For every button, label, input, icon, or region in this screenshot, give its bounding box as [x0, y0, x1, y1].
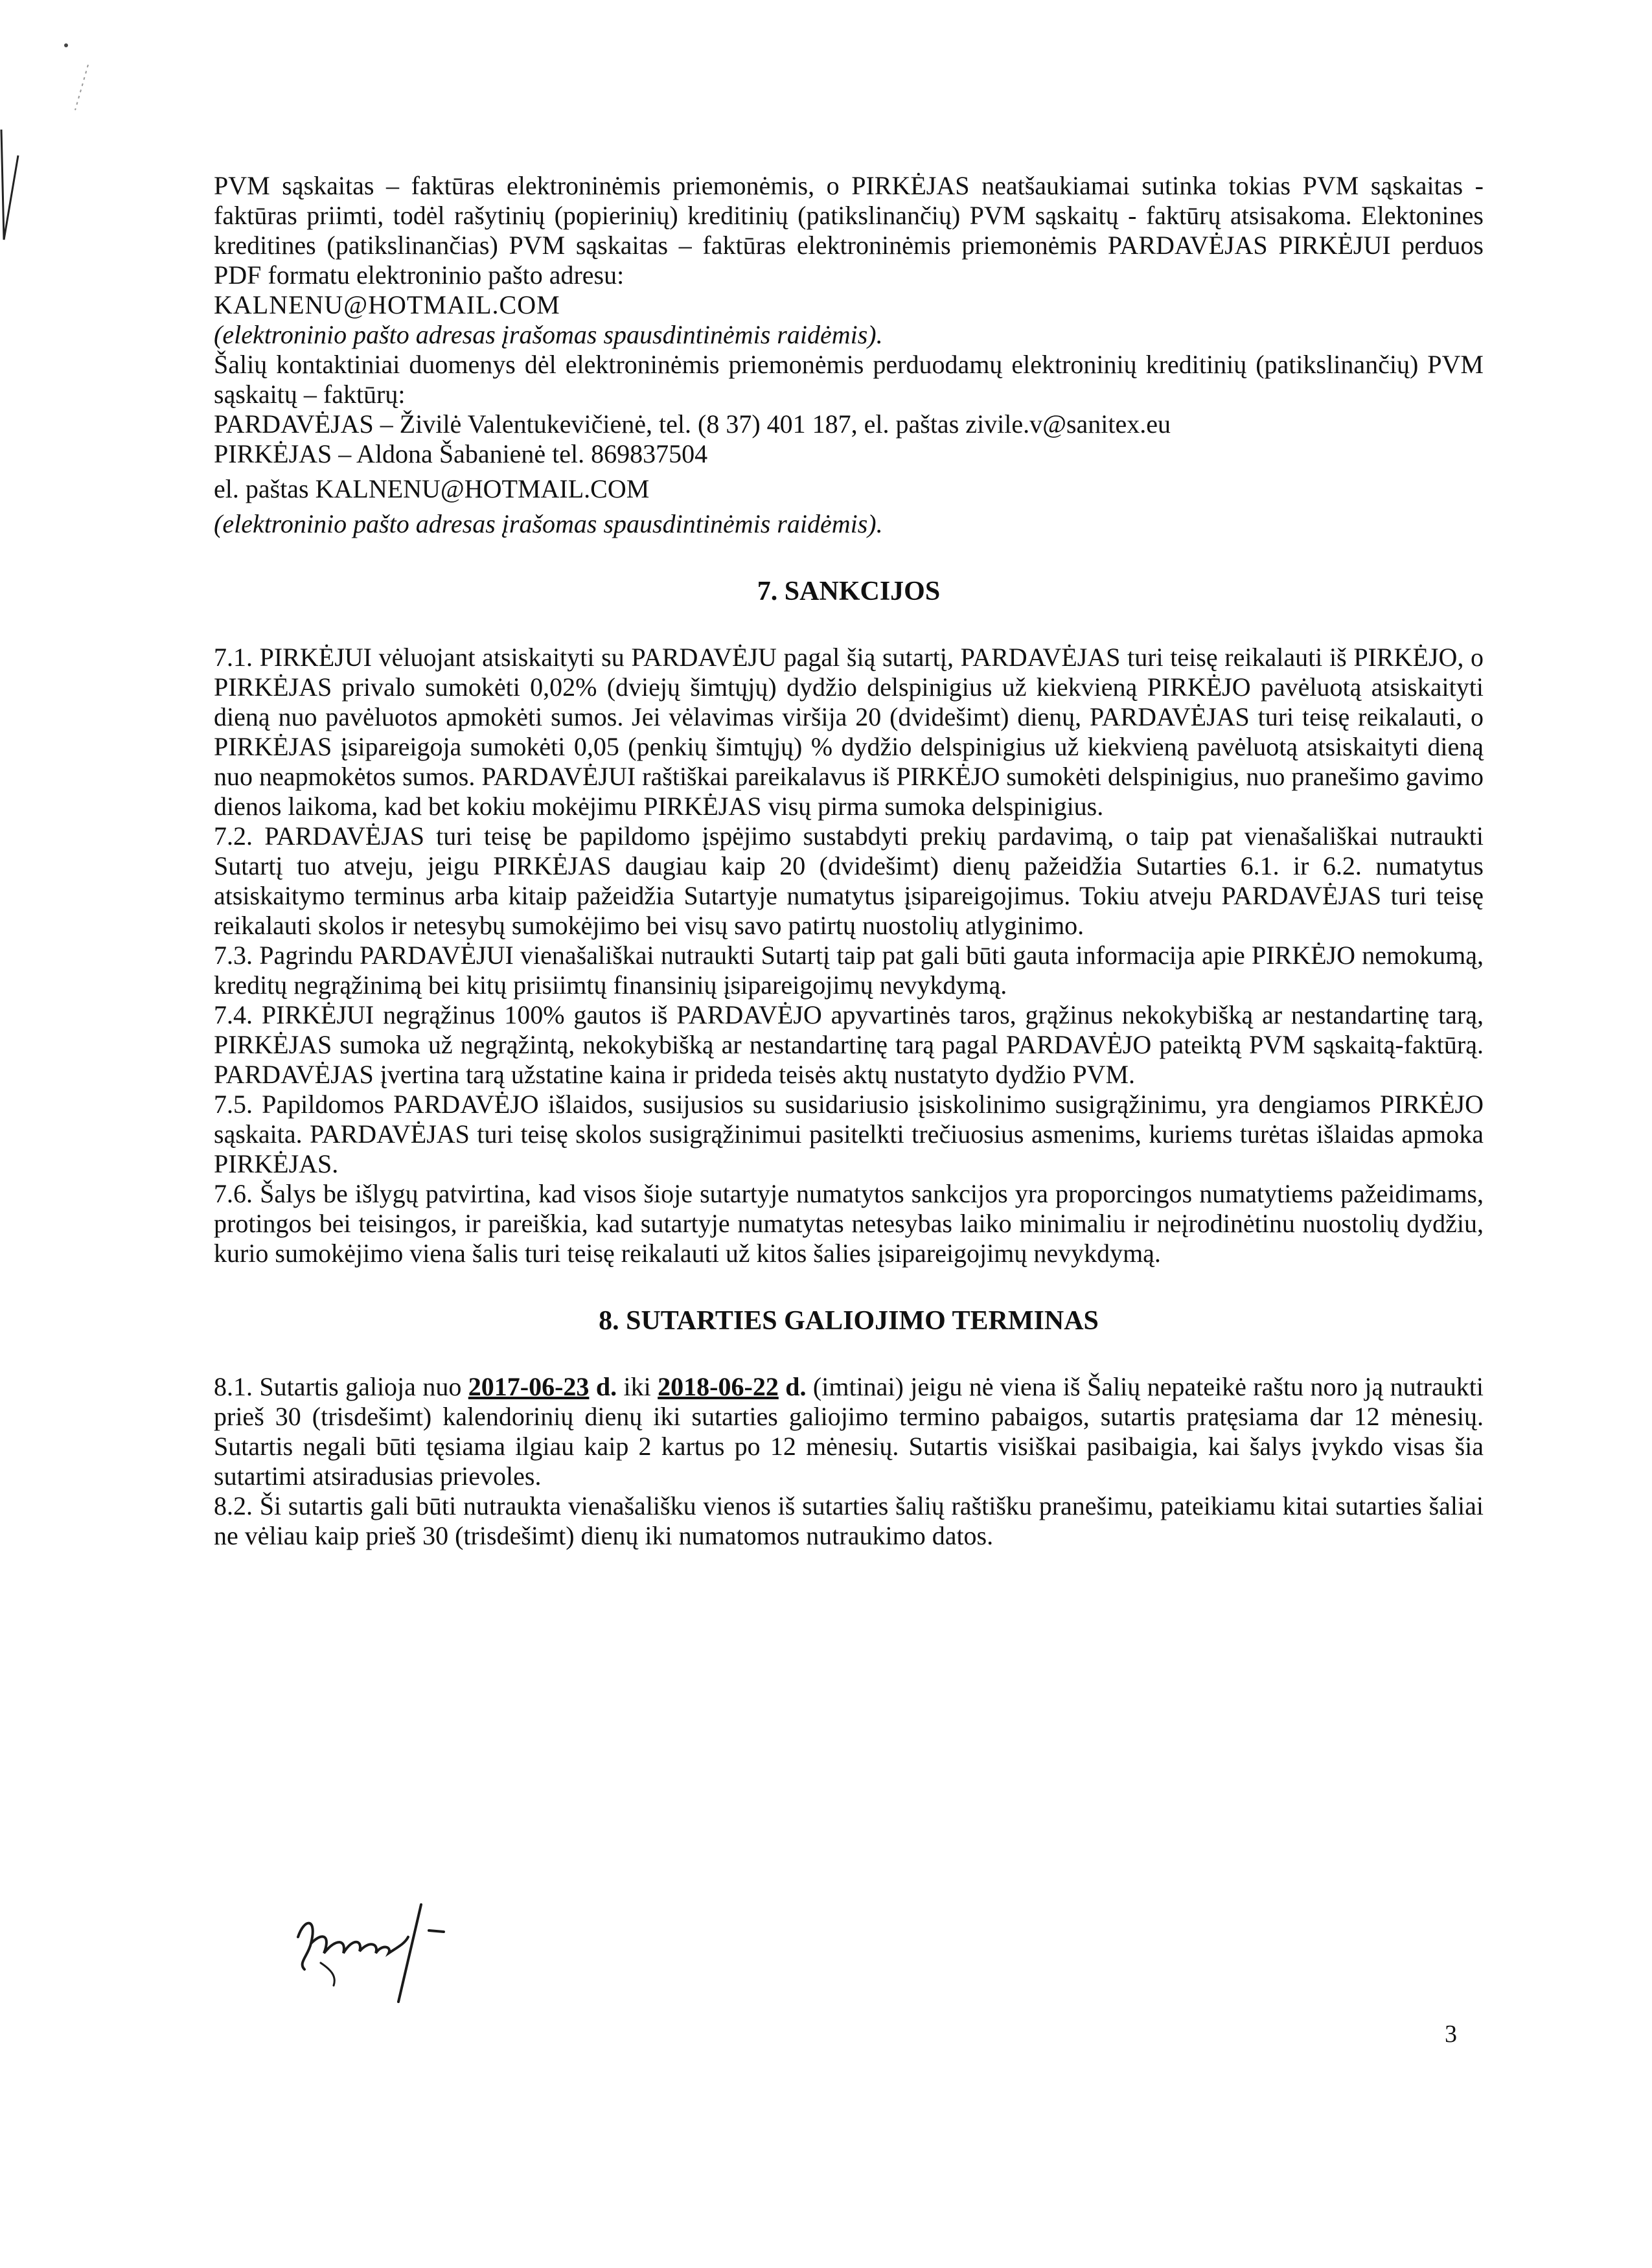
clause-8-1-prefix: 8.1. Sutartis galioja nuo [214, 1372, 468, 1401]
date-from: 2017-06-23 [468, 1372, 590, 1401]
scan-speck-mark [62, 26, 101, 117]
contacts-intro: Šalių kontaktiniai duomenys dėl elektroninėmis priemonėmis perduodamų elektroninių kreditinių (patikslinančių) PVM sąskaitų – faktūrų: [214, 350, 1484, 409]
day-suffix-1: d. [589, 1372, 617, 1401]
section-7-heading: 7. SANKCIJOS [757, 577, 941, 606]
email-address: KALNENU@HOTMAIL.COM [214, 290, 560, 319]
clause-7-3: 7.3. Pagrindu PARDAVĖJUI vienašališkai nutraukti Sutartį taip pat gali būti gauta informacija apie PIRKĖJO nemokumą, kreditų negrąžinimą bei kitų prisiimtų finansinių įsipareigojimų nevykdymą. [214, 941, 1484, 1000]
section-8-heading: 8. SUTARTIES GALIOJIMO TERMINAS [599, 1306, 1099, 1336]
clause-8-1 [214, 1372, 1484, 1491]
clause-8-1-rest: (imtinai) jeigu nė viena iš Šalių nepateikė raštu noro ją nutraukti prieš 30 (trisdešimt) kalendorinių dienų iki sutarties galiojimo termino pabaigos, sutartis pratęsiama dar 12 mėnesių. Sutartis negali būti tęsiama ilgiau kaip 2 kartus po 12 mėnesių. Sutartis visiškai pasibaigia, kai šalys įvykdo visas šia sutartimi atsiradusias prievoles. [214, 1372, 1484, 1491]
handwritten-signature [285, 1892, 492, 2008]
clause-7-1: 7.1. PIRKĖJUI vėluojant atsiskaityti su PARDAVĖJU pagal šią sutartį, PARDAVĖJAS turi teisę reikalauti iš PIRKĖJO, o PIRKĖJAS privalo sumokėti 0,02% (dviejų šimtųjų) dydžio delspinigius už kiekvieną PIRKĖJO pavėluotą atsiskaityti dieną nuo pavėluotos apmokėti sumos. Jei vėlavimas viršija 20 (dvidešimt) dienų, PARDAVĖJAS turi teisę reikalauti, o PIRKĖJAS įsipareigoja sumokėti 0,05 (penkių šimtųjų) % dydžio delspinigius už kiekvieną pavėluotą atsiskaityti dieną nuo neapmokėtos sumos. PARDAVĖJUI raštiškai pareikalavus iš PIRKĖJO sumokėti delspinigius, nuo pranešimo gavimo dienos laikoma, kad bet kokiu mokėjimu PIRKĖJAS visų pirma sumoka delspinigius. [214, 643, 1484, 821]
clause-7-4: 7.4. PIRKĖJUI negrąžinus 100% gautos iš PARDAVĖJO apyvartinės taros, grąžinus nekokybišką ar nestandartinę tarą, PIRKĖJAS sumoka už negrąžintą, nekokybišką ar nestandartinę tarą pagal PARDAVĖJO pateiktą PVM sąskaitą-faktūrą. PARDAVĖJAS įvertina tarą užstatine kaina ir prideda teisės aktų nustatyto dydžio PVM. [214, 1000, 1484, 1089]
seller-contact: PARDAVĖJAS – Živilė Valentukevičienė, tel. (8 37) 401 187, el. paštas zivile.v@sanitex.eu [214, 409, 1171, 439]
day-suffix-2: d. [778, 1372, 807, 1401]
page-number: 3 [1445, 2021, 1457, 2048]
section-7-list [214, 643, 1484, 1268]
date-to: 2018-06-22 [658, 1372, 779, 1401]
document-body [214, 171, 1484, 1551]
buyer-contact: PIRKĖJAS – Aldona Šabanienė tel. 869837504 [214, 439, 708, 468]
clause-8-1-iki: iki [617, 1372, 658, 1401]
email-note: (elektroninio pašto adresas įrašomas spausdintinėmis raidėmis). [214, 320, 883, 349]
clause-8-2: 8.2. Ši sutartis gali būti nutraukta vienašališku vienos iš sutarties šalių raštišku pranešimu, pateikiamu kitai sutarties šaliai ne vėliau kaip prieš 30 (trisdešimt) dienų iki numatomos nutraukimo datos. [214, 1491, 1484, 1550]
buyer-email: el. paštas KALNENU@HOTMAIL.COM [214, 474, 650, 503]
email-note-2: (elektroninio pašto adresas įrašomas spausdintinėmis raidėmis). [214, 509, 883, 538]
scan-edge-mark [0, 130, 26, 246]
clause-7-5: 7.5. Papildomos PARDAVĖJO išlaidos, susijusios su susidariusio įsiskolinimo susigrąžinimu, yra dengiamos PIRKĖJO sąskaita. PARDAVĖJAS turi teisę skolos susigrąžinimui pasitelkti trečiuosius asmenims, kuriems turėtas išlaidas apmoka PIRKĖJAS. [214, 1090, 1484, 1178]
clause-7-6: 7.6. Šalys be išlygų patvirtina, kad visos šioje sutartyje numatytos sankcijos yra proporcingos numatytiems pažeidimams, protingos bei teisingos, ir pareiškia, kad sutartyje numatytas netesybas laiko minimaliu ir neįrodinėtinu nuostolių dydžiu, kurio sumokėjimo viena šalis turi teisę reikalauti už kitos šalies įsipareigojimų nevykdymą. [214, 1179, 1484, 1268]
intro-paragraph: PVM sąskaitas – faktūras elektroninėmis priemonėmis, o PIRKĖJAS neatšaukiamai sutinka tokias PVM sąskaitas - faktūras priimti, todėl rašytinių (popierinių) kreditinių (patikslinančių) PVM sąskaitų - faktūrų atsisakoma. Elektonines kreditines (patikslinančias) PVM sąskaitas – faktūras elektroninėmis priemonėmis PARDAVĖJAS PIRKĖJUI perduos PDF formatu elektroninio pašto adresu: [214, 171, 1484, 290]
clause-7-2: 7.2. PARDAVĖJAS turi teisę be papildomo įspėjimo sustabdyti prekių pardavimą, o taip pat vienašališkai nutraukti Sutartį tuo atveju, jeigu PIRKĖJAS daugiau kaip 20 (dvidešimt) dienų pažeidžia Sutarties 6.1. ir 6.2. numatytus atsiskaitymo terminus arba kitaip pažeidžia Sutartyje numatytus įsipareigojimus. Tokiu atveju PARDAVĖJAS turi teisę reikalauti skolos ir netesybų sumokėjimo bei visų savo patirtų nuostolių atlyginimo. [214, 821, 1484, 940]
